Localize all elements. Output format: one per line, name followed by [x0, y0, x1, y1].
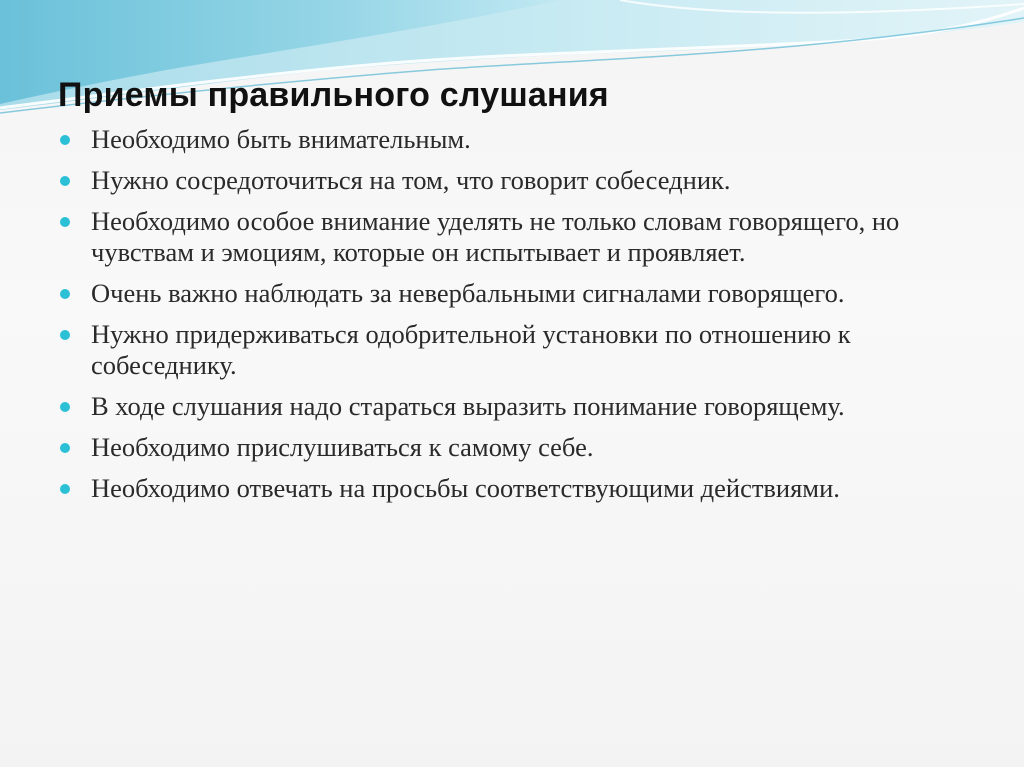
bullet-item: [60, 391, 960, 422]
bullet-item: [60, 165, 960, 196]
slide-title: Приемы правильного слушания: [58, 76, 609, 114]
bullet-item: [60, 319, 960, 381]
bullet-item: [60, 473, 960, 504]
bullet-text: Необходимо быть внимательным.: [91, 124, 471, 154]
bullet-dot-icon: [60, 443, 70, 453]
bullet-list: [60, 124, 960, 514]
bullet-dot-icon: [60, 176, 70, 186]
bullet-item: [60, 124, 960, 155]
bullet-text: Очень важно наблюдать за невербальными сигналами говорящего.: [91, 278, 845, 308]
bullet-text: Нужно сосредоточиться на том, что говорит собеседник.: [91, 165, 731, 195]
bullet-dot-icon: [60, 135, 70, 145]
bullet-text: Необходимо прислушиваться к самому себе.: [91, 432, 594, 462]
bullet-text: Нужно придерживаться одобрительной установки по отношению к собеседнику.: [91, 319, 851, 380]
bullet-dot-icon: [60, 217, 70, 227]
bullet-dot-icon: [60, 484, 70, 494]
bullet-text: В ходе слушания надо стараться выразить понимание говорящему.: [91, 391, 845, 421]
bullet-dot-icon: [60, 289, 70, 299]
bullet-text: Необходимо особое внимание уделять не только словам говорящего, но чувствам и эмоциям, которые он испытывает и проявляет.: [91, 206, 900, 267]
bullet-dot-icon: [60, 330, 70, 340]
bullet-item: [60, 278, 960, 309]
bullet-text: Необходимо отвечать на просьбы соответствующими действиями.: [91, 473, 840, 503]
bullet-dot-icon: [60, 402, 70, 412]
bullet-item: [60, 206, 960, 268]
bullet-item: [60, 432, 960, 463]
